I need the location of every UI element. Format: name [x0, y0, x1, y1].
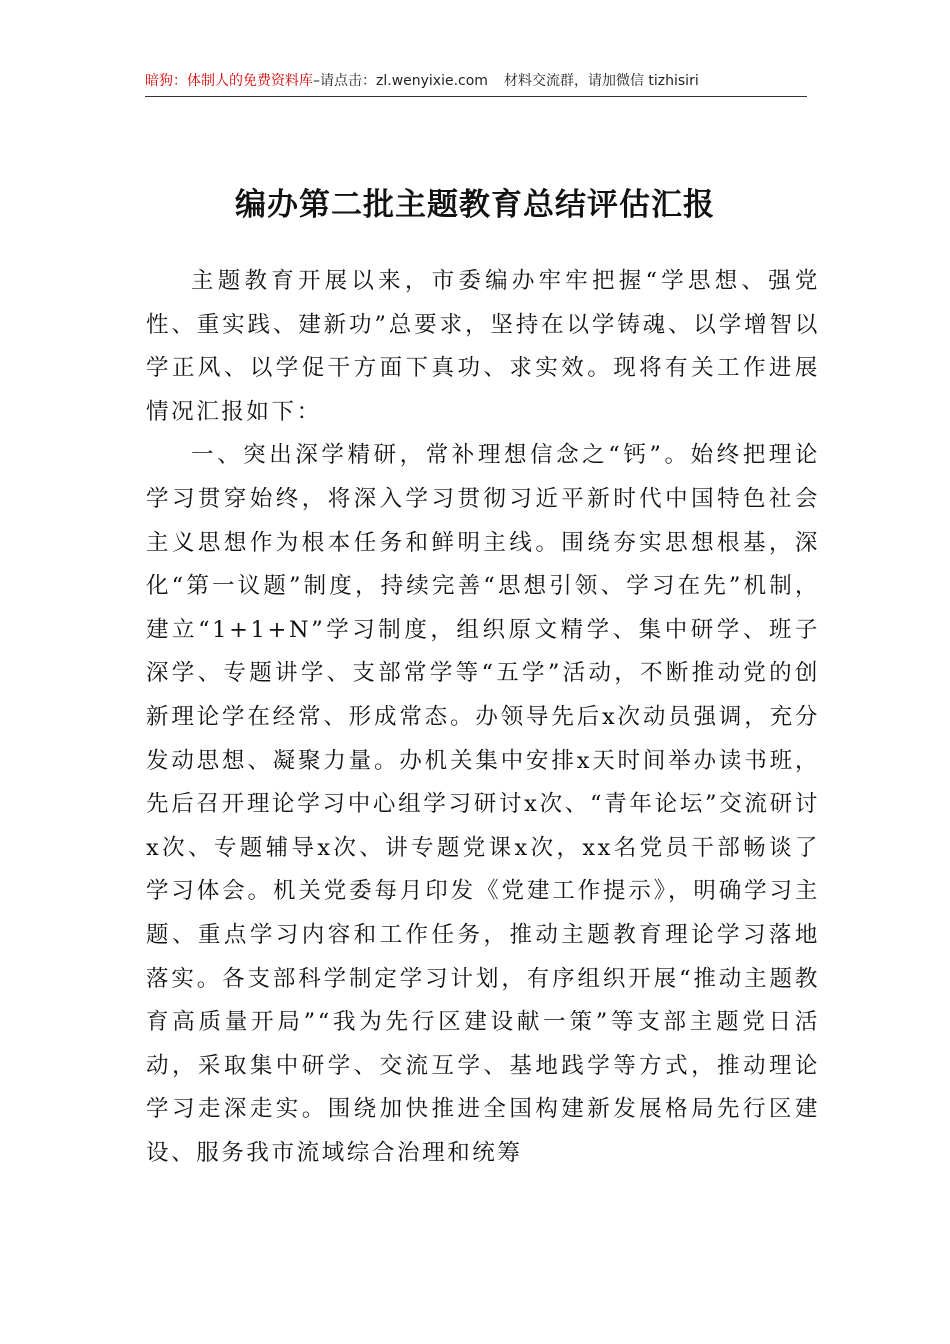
- document-title: 编办第二批主题教育总结评估汇报: [235, 186, 715, 223]
- paragraph-intro: 主题教育开展以来，市委编办牢牢把握“学思想、强党性、重实践、建新功”总要求，坚持在以学铸魂、以学增智以学正风、以学促干方面下真功、求实效。现将有关工作进展情况汇报如下：: [146, 268, 820, 425]
- header-link-prompt[interactable]: –请点击：zl.wenyixie.com: [313, 73, 488, 89]
- page-header: [145, 66, 807, 97]
- header-group-info: 材料交流群，请加微信 tizhisiri: [503, 73, 699, 89]
- header-site-name: 暗狗：体制人的免费资料库: [145, 73, 313, 89]
- document-body: [146, 260, 820, 1175]
- paragraph-section-one: 一、突出深学精研，常补理想信念之“钙”。始终把理论学习贯穿始终，将深入学习贯彻习近平新时代中国特色社会主义思想作为根本任务和鲜明主线。围绕夯实思想根基，深化“第一议题”制度，持续完善“思想引领、学习在先”机制，建立“1+1+N”学习制度，组织原文精学、集中研学、班子深学、专题讲学、支部常学等“五学”活动，不断推动党的创新理论学在经常、形成常态。办领导先后x次动员强调，充分发动思想、凝聚力量。办机关集中安排x天时间举办读书班，先后召开理论学习中心组学习研讨x次、“青年论坛”交流研讨x次、专题辅导x次、讲专题党课x次，xx名党员干部畅谈了学习体会。机关党委每月印发《党建工作提示》，明确学习主题、重点学习内容和工作任务，推动主题教育理论学习落地落实。各支部科学制定学习计划，有序组织开展“推动主题教育高质量开局”“我为先行区建设献一策”等支部主题党日活动，采取集中研学、交流互学、基地践学等方式，推动理论学习走深走实。围绕加快推进全国构建新发展格局先行区建设、服务我市流域综合治理和统筹: [146, 442, 820, 1166]
